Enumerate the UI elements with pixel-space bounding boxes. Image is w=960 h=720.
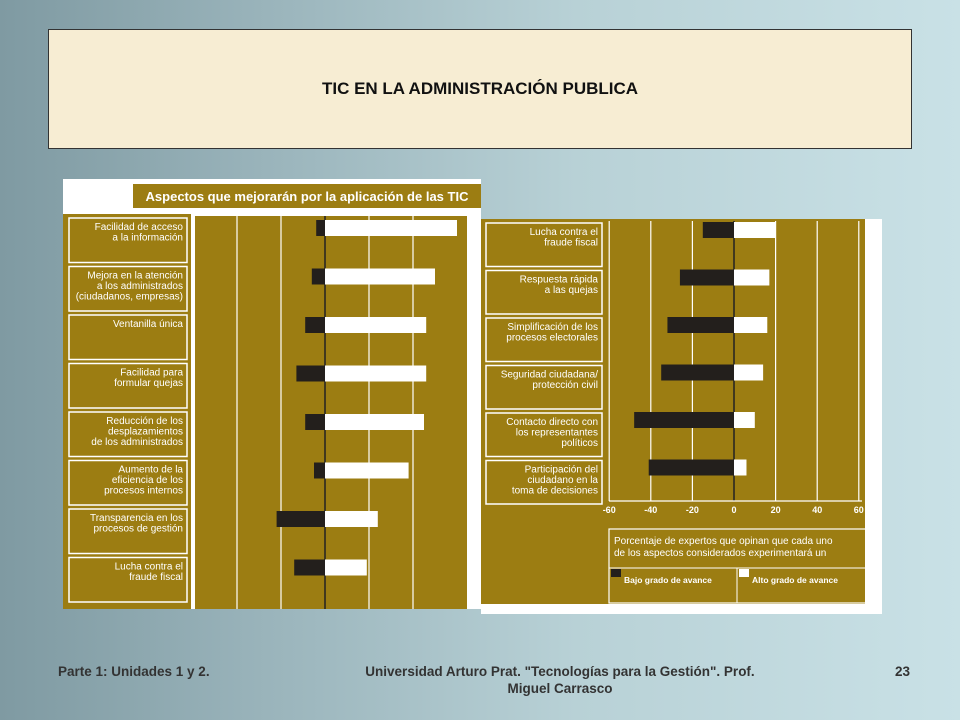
x-tick-label: 20 [770,505,781,515]
category-label-text: Contacto directo con [506,416,598,428]
legend-label-low: Bajo grado de avance [624,575,712,585]
bar-high [325,366,426,382]
category-label-text: ciudadano en la [527,474,598,486]
category-label-text: Participación del [524,464,598,476]
bar-low [305,414,325,430]
slide-title: TIC EN LA ADMINISTRACIÓN PUBLICA [321,79,639,98]
category-label-text: formular quejas [114,377,183,389]
bar-high [325,560,367,576]
x-tick-label: 40 [812,505,823,515]
category-label-text: procesos de gestión [93,523,183,535]
category-label-text: procesos internos [104,485,183,497]
bar-low [661,365,734,381]
x-tick-label: 0 [731,505,737,515]
category-label-text: Lucha contra el [114,561,183,573]
category-label-text: toma de decisiones [511,485,598,497]
legend-swatch-low [611,569,621,577]
category-label-text: Ventanilla única [112,318,183,330]
bar-low [277,511,325,527]
bar-low [703,222,734,238]
category-column [484,221,606,505]
category-label-text: procesos electorales [506,332,598,344]
bar-low [316,220,325,236]
bar-high [734,412,755,428]
category-label-text: Seguridad ciudadana/ [500,369,598,381]
category-label-text: políticos [561,437,598,449]
legend-title: Porcentaje de expertos que opinan que cada uno [614,536,833,547]
category-label-text: a las quejas [544,284,598,296]
category-label-text: Facilidad de acceso [94,221,183,233]
page-number: 23 [894,664,910,679]
category-label-text: de los administrados [91,436,183,448]
bar-high [734,317,767,333]
footer-center: Universidad Arturo Prat. "Tecnologías para la Gestión". Prof. Miguel Carrasco [365,664,755,696]
category-label-text: a los administrados [96,280,183,292]
category-label-text: Reducción de los [106,415,183,427]
bar-high [325,511,378,527]
bar-low [314,463,325,479]
category-label-text: Lucha contra el [529,226,598,238]
category-label-text: fraude fiscal [544,237,598,249]
slide-title-box [48,29,912,149]
legend-title: de los aspectos considerados experimentará un [614,548,827,559]
chart-left [63,179,481,609]
category-label-text: (ciudadanos, empresas) [75,291,183,303]
x-tick-label: -20 [685,505,699,515]
category-label-text: protección civil [532,379,598,391]
chart-title: Aspectos que mejorarán por la aplicación de las TIC [145,189,469,204]
bar-high [325,463,409,479]
x-tick-label: -40 [644,505,658,515]
bar-high [734,365,763,381]
bar-high [325,220,457,236]
category-label-text: eficiencia de los [111,474,183,486]
category-label-text: Respuesta rápida [519,274,598,286]
footer-left: Parte 1: Unidades 1 y 2. [58,664,210,679]
legend-label-high: Alto grado de avance [752,575,838,585]
bar-high [734,270,769,286]
bar-high [325,269,435,285]
chart-left-panel [63,179,481,609]
bar-low [294,560,325,576]
category-label-text: Facilidad para [120,367,183,379]
x-tick-label: -60 [602,505,616,515]
category-label-text: Mejora en la atención [87,270,183,282]
bar-low [649,460,734,476]
category-label-text: Aumento de la [118,464,183,476]
legend-swatch-high [739,569,749,577]
bar-low [296,366,325,382]
category-label-text: fraude fiscal [129,571,183,583]
category-label-text: Simplificación de los [507,321,598,333]
bar-low [680,270,734,286]
category-label-text: a la información [112,232,183,244]
x-tick-label: 60 [853,505,864,515]
bar-low [312,269,325,285]
bar-low [667,317,734,333]
bar-high [734,222,776,238]
category-label-text: Transparencia en los [89,512,183,524]
bar-high [325,317,426,333]
category-label-text: desplazamientos [107,426,183,438]
bar-high [734,460,746,476]
bar-low [305,317,325,333]
bar-high [325,414,424,430]
category-label-text: los representantes [515,427,598,439]
chart-right [481,219,882,614]
bar-low [634,412,734,428]
chart-right-panel [481,219,882,614]
